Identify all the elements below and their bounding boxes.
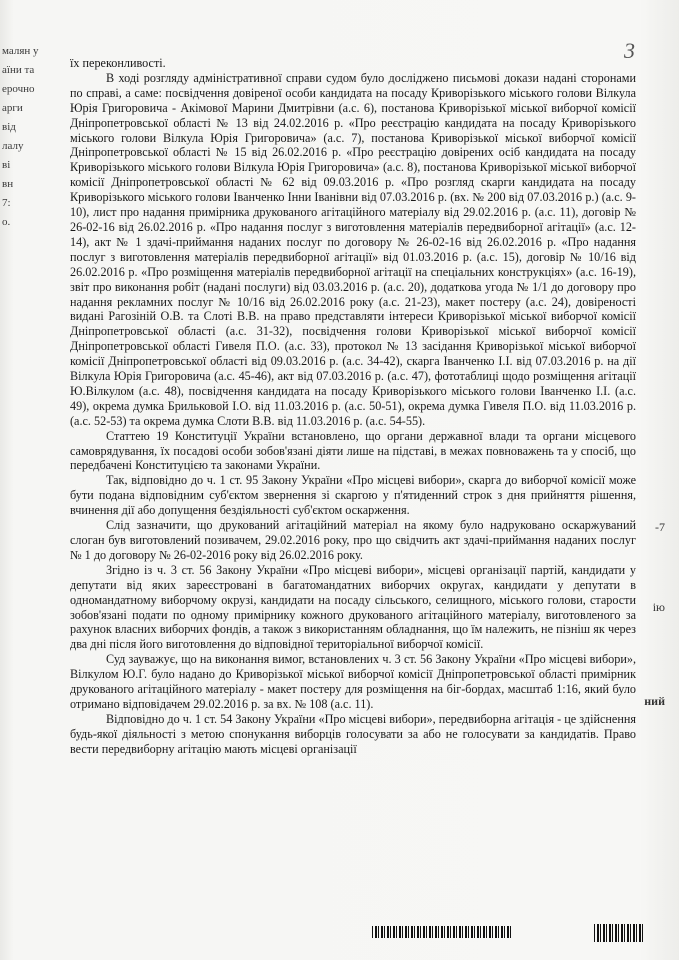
paragraph: їх переконливості.	[70, 56, 166, 70]
margin-fragment: ерочно	[2, 83, 35, 95]
margin-fragment: ві	[2, 159, 11, 171]
margin-fragment: 7:	[2, 197, 11, 209]
paragraph: Згідно із ч. 3 ст. 56 Закону України «Про місцеві вибори», місцеві організації партій, кандидати у депутати від яких зареєстровані в багатомандатних виборчих округах, кандидати у депутати в одномандатному виборчому окрузі, кандидати на посаду сільського, селищного, міського голови, старости зобов'язані подати по одному примірнику кожного друкованого агітаційного матеріалу, виготовленого за рахунок власних виборчих фондів, а також з використанням обладнання, що їм належить, не пізніш як через два дні після його виготовлення до відповідної територіальної виборчої комісії.	[70, 562, 636, 652]
paragraph: Статтею 19 Конституції України встановлено, що органи державної влади та органи місцевого самоврядування, їх посадові особи зобов'язані діяти лише на підставі, в межах повноважень та у спосіб, що передбачені Конституцією та законами України.	[70, 428, 636, 473]
margin-fragment: аїни та	[2, 64, 35, 76]
paragraph: Так, відповідно до ч. 1 ст. 95 Закону України «Про місцеві вибори», скарга до виборчої комісії може бути подана відповідним суб'єктом звернення зі скаргою у п'ятиденний строк з дня прийняття рішення, вчинення дії або допущення бездіяльності суб'єктом оскарження.	[70, 473, 636, 518]
paragraph: Слід зазначити, що друкований агітаційний матеріал на якому було надруковано оскаржуваний слоган був виготовлений позивачем, 29.02.2016 року, про що свідчить акт здачі-приймання наданих послуг № 1 до договору № 26-02-2016 року від 26.02.2016 року.	[70, 518, 636, 562]
right-margin-fragment: ний	[644, 694, 665, 708]
left-margin-fragments	[2, 42, 42, 232]
document-body	[70, 56, 636, 757]
page-number: 3	[624, 38, 635, 63]
barcode-strip	[372, 926, 512, 938]
margin-fragment: від	[2, 121, 16, 133]
margin-fragment: вн	[2, 178, 14, 190]
right-margin-fragment: ію	[652, 600, 665, 614]
margin-fragment: о.	[2, 216, 11, 228]
barcode-strip	[594, 924, 644, 942]
paragraph: Суд зауважує, що на виконання вимог, встановлених ч. 3 ст. 56 Закону України «Про місцеві вибори», Вілкулом Ю.Г. було надано до Криворізької міської виборчої комісії Дніпропетровської області примірник друкованого агітаційного матеріалу - макет постеру для розміщення на біг-бордах, масштаб 1:16, який було отримано відповідачем 29.02.2016 р. за вх. № 108 (а.с. 11).	[70, 652, 636, 711]
paragraph: В ході розгляду адміністративної справи судом було досліджено письмові докази надані сторонами по справі, а саме: посвідчення довіреної особи кандидата на посаду Криворізького міського голови Вілкула Юрія Григоровича - Акімової Марини Дмитрівни (а.с. 6), постанова Криворізької міської виборчої комісії Дніпропетровської області № 13 від 24.02.2016 р. «Про реєстрацію кандидата на посаду Криворізького міського голови Вілкула Юрія Григоровича» (а.с. 7), постанова Криворізької міської виборчої комісії Дніпропетровської області № 15 від 26.02.2016 р. «Про реєстрацію довірених осіб кандидата на посаду Криворізького міського голови Вілкула Юрія Григоровича» (а.с. 8), постанова Криворізької міської виборчої комісії Дніпропетровської області № 62 від 09.03.2016 р. «Про розгляд скарги кандидата на посаду Криворізького міського голови Іванченко Інни Іванівни від 07.03.2016 р. (вх. № 200 від 07.03.2016 р.) (а.с. 9-10), лист про надання примірника друкованого агітаційного матеріалу від 29.02.2016 р. (а.с. 11), договір № 26-02-16 від 26.02.2016 р. «Про надання послуг з виготовлення матеріалів передвиборної агітації» (а.с. 12-14), акт № 1 здачі-приймання наданих послуг по договору № 26-02-16 від 26.02.2016 р. «Про надання послуг з виготовлення матеріалів передвиборної агітації» від 01.03.2016 р. (а.с. 15), договір № 10/16 від 26.02.2016 р. «Про розміщення матеріалів передвиборної агітації на спеціальних конструкціях» (а.с. 16-19), звіт про виконання робіт (надані послуги) від 03.03.2016 р. (а.с. 20), додаткова угода № 1/1 до договору про надання рекламних послуг № 10/16 від 26.02.2016 року (а.с. 21-23), макет постеру (а.с. 24), довіреності видані Рагозіній О.В. та Слоті В.В. на право представляти інтереси Криворізької міської виборчої комісії Дніпропетровської області (а.с. 31-32), посвідчення голови Криворізької міської виборчої комісії Дніпропетровської області Гивеля П.О. (а.с. 33), протокол № 13 засідання Криворізької міської виборчої комісії Дніпропетровської області від 09.03.2016 р. (а.с. 34-42), скарга Іванченко І.І. від 07.03.2016 р. на дії Вілкула Юрія Григоровича (а.с. 45-46), акт від 07.03.2016 р. (а.с. 47), фототаблиці щодо розміщення агітації Ю.Вілкулом (а.с. 48), посвідчення кандидата на посаду Криворізького міського голови Іванченко І.І. (а.с. 49), окрема думка Брильковой І.О. від 11.03.2016 р. (а.с. 50-51), окрема думка Гивеля П.О. від 11.03.2016 р. (а.с. 52-53) та окрема думка Слоти В.В. від 11.03.2016 р. (а.с. 54-55).	[70, 70, 636, 428]
right-margin-fragment: -7	[655, 520, 665, 534]
margin-fragment: лалу	[2, 140, 24, 152]
margin-fragment: малян у	[2, 45, 39, 57]
margin-fragment: арги	[2, 102, 23, 114]
paragraph: Відповідно до ч. 1 ст. 54 Закону України «Про місцеві вибори», передвиборна агітація - це здійснення будь-якої діяльності з метою спонукання виборців голосувати за або не голосувати за кандидатів. Право вести передвиборну агітацію мають місцеві організації	[70, 711, 636, 756]
